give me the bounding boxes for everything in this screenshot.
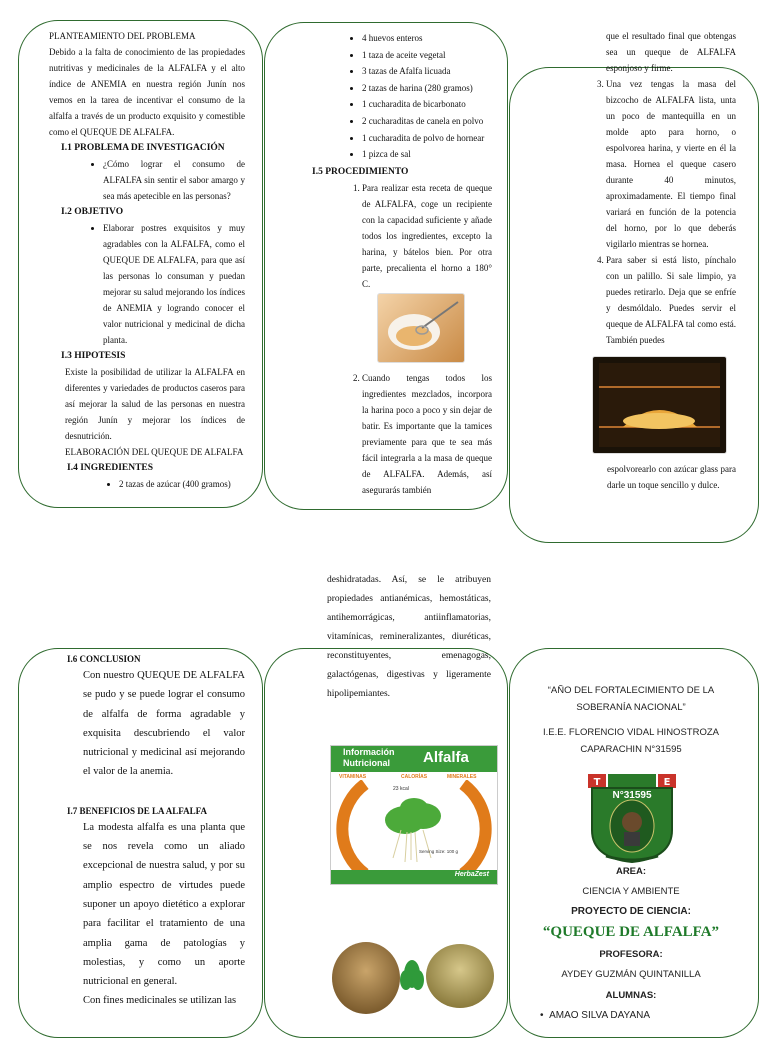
ingrediente-item: • 1 cucharadita de bicarbonato xyxy=(362,96,492,113)
ingrediente-item: • 1 cucharadita de polvo de hornear xyxy=(362,130,492,147)
infographic-header xyxy=(331,746,497,772)
alumna-name: AMAO SILVA DAYANA xyxy=(549,1010,651,1021)
ingrediente-item: • 1 taza de aceite vegetal xyxy=(362,47,492,64)
beneficios-text: La modesta alfalfa es una planta que se nos revela como un aliado excepcional de nuestra salud, y por su amplio espectro de virtudes puede suponer un apoyo dietético a explorar para facilitar el tratamiento de una amplia gama de patologías y molestias, y como un aporte nutricional en general. xyxy=(83,821,245,988)
alumna-item xyxy=(540,1010,740,1021)
info-serving: Serving Size: 100 g xyxy=(419,849,459,854)
info-footer: HerbaZest xyxy=(454,871,489,878)
proyecto-title: “QUEQUE DE ALFALFA” xyxy=(542,924,720,940)
crest-icon xyxy=(586,772,678,864)
panel4-content xyxy=(67,652,245,1011)
alfalfa-sprouts-icon xyxy=(331,780,497,880)
paso-3: 3. Una vez tengas la masa del bizcocho de ALFALFA lista, unta un poco de mantequilla en un molde apto para horno, o espolvorea harina, y vierte en él la masa. Hornea el queque casero durante 40 minutos, aproximadamente. El tiempo final variará en función de la potencia del horno, por lo que deberás vigilarlo mientras se hornea. xyxy=(606,76,736,252)
beneficios-title: I.7 BENEFICIOS DE LA ALFALFA xyxy=(67,805,207,816)
panel2-content xyxy=(312,30,492,292)
crest-number: N°31595 xyxy=(612,790,652,801)
ingrediente-item: • 1 pizca de sal xyxy=(362,146,492,163)
panel3-final: espolvorearlo con azúcar glass para darle un toque sencillo y dulce. xyxy=(607,464,736,490)
ingredientes-title: I.4 INGREDIENTES xyxy=(67,463,154,473)
proyecto-label: PROYECTO DE CIENCIA: xyxy=(571,906,691,917)
portada-lema: “AÑO DEL FORTALECIMIENTO DE LA SOBERANÍA NACIONAL” xyxy=(547,685,715,713)
ingrediente-item: • 2 tazas de harina (280 gramos) xyxy=(362,80,492,97)
procedimiento-title: I.5 PROCEDIMIENTO xyxy=(312,166,409,177)
area-label: AREA: xyxy=(615,866,647,877)
beneficios-last: Con fines medicinales se utilizan las xyxy=(83,995,237,1007)
profesora-label: PROFESORA: xyxy=(599,949,663,960)
paso-2: 2. Cuando tengas todos los ingredientes mezclados, incorpora la harina poco a poco y sin dejar de batir. Es importante que la tamices previamente para que te sea más fácil integrarla a la masa de queque de ALFALFA. Además, así asegurarás también xyxy=(362,370,492,498)
info-brand: Alfalfa xyxy=(423,749,469,766)
profesora-name: AYDEY GUZMÁN QUINTANILLA xyxy=(561,969,701,980)
info-kcal: 23 kcal xyxy=(393,786,409,792)
continuacion-text: que el resultado final que obtengas sea un queque de ALFALFA esponjoso y firme. xyxy=(606,31,736,73)
area-value: CIENCIA Y AMBIENTE xyxy=(582,886,680,897)
oven-photo xyxy=(592,356,727,454)
panel2-content-2 xyxy=(312,370,492,498)
objetivo-item: • Elaborar postres exquisitos y muy agradables con la ALFALFA, como el QUEQUE DE ALFALFA, para que así las personas lo consuman y puedan mejorar su salud mejorando los índices de ANEMIA y logrando conocer el valor nutricional y medicinal de dicha planta. xyxy=(103,220,245,348)
cake-icon xyxy=(330,940,496,1024)
conclusion-text: Con nuestro QUEQUE DE ALFALFA se pudo y se puede lograr el consumo de alfalfa de forma agradable y exquisita descubriendo el valor nutricional y medicinal así mejorando el valor de la anemia. xyxy=(83,670,245,778)
ingrediente-item: • 4 huevos enteros xyxy=(362,30,492,47)
paso-1: 1. Para realizar esta receta de queque de ALFALFA, coge un recipiente con la capacidad suficiente y añade todos los ingredientes, excepto la harina, y bátelos bien. Por otra parte, precalienta el horno a 180° C. xyxy=(362,180,492,292)
nutrition-infographic xyxy=(330,745,498,885)
hipotesis-title: I.3 HIPOTESIS xyxy=(61,351,126,361)
whisk-icon xyxy=(378,294,464,362)
ingrediente-item: • 2 cucharaditas de canela en polvo xyxy=(362,113,492,130)
info-title-1: Información xyxy=(343,747,395,757)
portada-colegio: I.E.E. FLORENCIO VIDAL HINOSTROZA CAPARACHIN N°31595 xyxy=(543,727,719,755)
problema-title: I.1 PROBLEMA DE INVESTIGACIÓN xyxy=(61,143,225,153)
planteamiento-text: Debido a la falta de conocimiento de las propiedades nutritivas y medicinales de la ALFALFA y el alto índice de ANEMIA en nuestra región Junín nos vemos en la tarea de incentivar el consumo de la alfalfa a través de un producto exquisito y comestible como el QUEQUE DE ALFALFA. xyxy=(49,47,245,137)
info-vitaminas: VITAMINAS xyxy=(339,774,367,780)
cake-photo xyxy=(330,940,496,1024)
bullet-icon: • xyxy=(540,1010,550,1021)
oven-icon xyxy=(593,357,726,453)
svg-text:E: E xyxy=(663,777,671,788)
conclusion-title: I.6 CONCLUSION xyxy=(67,654,141,664)
ingrediente-item: • 2 tazas de azúcar (400 gramos) xyxy=(119,476,245,492)
panel3-content xyxy=(590,28,736,348)
planteamiento-title: PLANTEAMIENTO DEL PROBLEMA xyxy=(49,31,196,41)
info-calorias: CALORÍAS xyxy=(401,774,428,780)
panel5-text: deshidratadas. Así, se le atribuyen propiedades antianémicas, hemostáticas, antihemorrágicas, antiinflamatorias, vitamínicas, remineralizantes, diuréticas, reconstituyentes, emenagogas, galactógenas, digestivas y ligeramente hipolipemiantes. xyxy=(327,575,491,699)
school-crest xyxy=(586,772,678,864)
elaboracion-title: ELABORACIÓN DEL QUEQUE DE ALFALFA xyxy=(65,447,244,457)
ingrediente-item: • 3 tazas de Afalfa licuada xyxy=(362,63,492,80)
paso-4: 4. Para saber si está listo, pínchalo con un palillo. Si sale limpio, ya puedes retirarlo. Deja que se enfríe y desmóldalo. Puedes servir el queque de ALFALFA tal como está. También puedes xyxy=(606,252,736,348)
objetivo-title: I.2 OBJETIVO xyxy=(61,207,124,217)
panel1-content xyxy=(49,28,245,492)
problema-item: • ¿Cómo lograr el consumo de ALFALFA sin sentir el sabor amargo y sea más apetecible en las personas? xyxy=(103,156,245,204)
hipotesis-text: Existe la posibilidad de utilizar la ALFALFA en diferentes y variedades de productos caseros para así mejorar la salud de las personas en nuestra región Junín y mejorar los índices de desnutrición. xyxy=(65,367,245,441)
alumnas-label: ALUMNAS: xyxy=(605,990,657,1001)
info-minerales: MINERALES xyxy=(447,774,477,780)
info-title-2: Nutricional xyxy=(343,758,391,768)
svg-text:T: T xyxy=(593,777,601,788)
mixing-bowl-photo xyxy=(377,293,465,363)
